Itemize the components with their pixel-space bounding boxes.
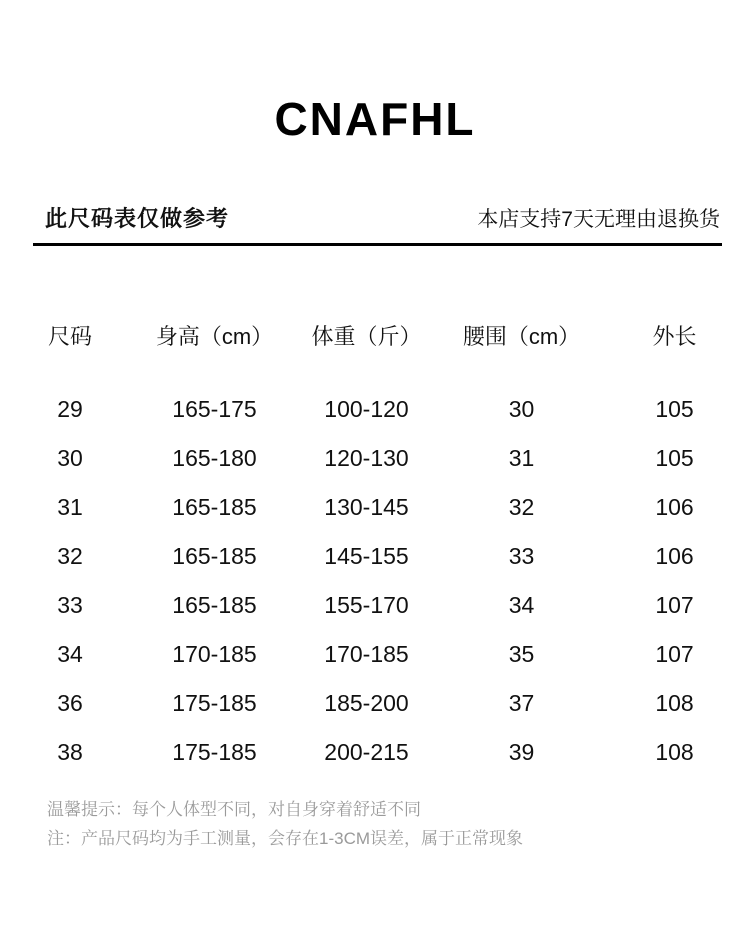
cell-waist: 33: [508, 543, 535, 569]
cell-outer-length: 105: [655, 396, 694, 422]
cell-waist: 31: [508, 445, 535, 471]
cell-waist: 34: [508, 592, 535, 618]
cell-weight: 170-185: [324, 641, 409, 667]
table-row: [0, 679, 750, 728]
cell-size: 31: [57, 494, 83, 520]
footnotes: [47, 795, 710, 853]
cell-size: 29: [57, 396, 83, 422]
cell-outer-length: 108: [655, 690, 694, 716]
cell-size: 30: [57, 445, 83, 471]
cell-height: 165-185: [172, 592, 257, 618]
cell-weight: 145-155: [324, 543, 409, 569]
cell-outer-length: 106: [655, 494, 694, 520]
cell-height: 165-185: [172, 494, 257, 520]
cell-size: 34: [57, 641, 83, 667]
cell-waist: 35: [508, 641, 535, 667]
cell-height: 165-180: [172, 445, 257, 471]
cell-waist: 32: [508, 494, 535, 520]
table-row: [0, 630, 750, 679]
cell-size: 38: [57, 739, 83, 765]
column-header-height: 身高（cm）: [155, 323, 274, 349]
table-row: [0, 385, 750, 434]
notice-row: [45, 202, 720, 233]
measurement-note: 注：产品尺码均为手工测量，会存在1-3CM误差，属于正常现象: [47, 829, 524, 848]
column-header-outer-length: 外长: [652, 323, 697, 349]
table-row: [0, 728, 750, 777]
tip-note: 温馨提示：每个人体型不同，对自身穿着舒适不同: [47, 800, 421, 819]
cell-height: 175-185: [172, 690, 257, 716]
divider: [33, 243, 722, 246]
cell-size: 32: [57, 543, 83, 569]
cell-size: 33: [57, 592, 83, 618]
brand-logo: CNAFHL: [274, 93, 476, 145]
cell-waist: 30: [508, 396, 535, 422]
cell-waist: 37: [508, 690, 535, 716]
cell-outer-length: 107: [655, 592, 694, 618]
table-row: [0, 581, 750, 630]
cell-weight: 100-120: [324, 396, 409, 422]
column-header-size: 尺码: [47, 323, 92, 349]
table-header-row: [0, 302, 750, 385]
table-row: [0, 483, 750, 532]
cell-height: 165-175: [172, 396, 257, 422]
column-header-waist: 腰围（cm）: [462, 323, 581, 349]
cell-size: 36: [57, 690, 83, 716]
cell-weight: 200-215: [324, 739, 409, 765]
cell-weight: 130-145: [324, 494, 409, 520]
cell-waist: 39: [508, 739, 535, 765]
cell-outer-length: 108: [655, 739, 694, 765]
cell-weight: 185-200: [324, 690, 409, 716]
cell-weight: 155-170: [324, 592, 409, 618]
return-policy-text: 本店支持7天无理由退换货: [477, 208, 720, 231]
cell-outer-length: 105: [655, 445, 694, 471]
cell-height: 175-185: [172, 739, 257, 765]
cell-height: 165-185: [172, 543, 257, 569]
table-row: [0, 532, 750, 581]
size-note-heading: 此尺码表仅做参考: [45, 206, 230, 231]
size-table: [0, 302, 750, 777]
cell-weight: 120-130: [324, 445, 409, 471]
cell-height: 170-185: [172, 641, 257, 667]
table-row: [0, 434, 750, 483]
column-header-weight: 体重（斤）: [311, 323, 422, 349]
cell-outer-length: 106: [655, 543, 694, 569]
cell-outer-length: 107: [655, 641, 694, 667]
